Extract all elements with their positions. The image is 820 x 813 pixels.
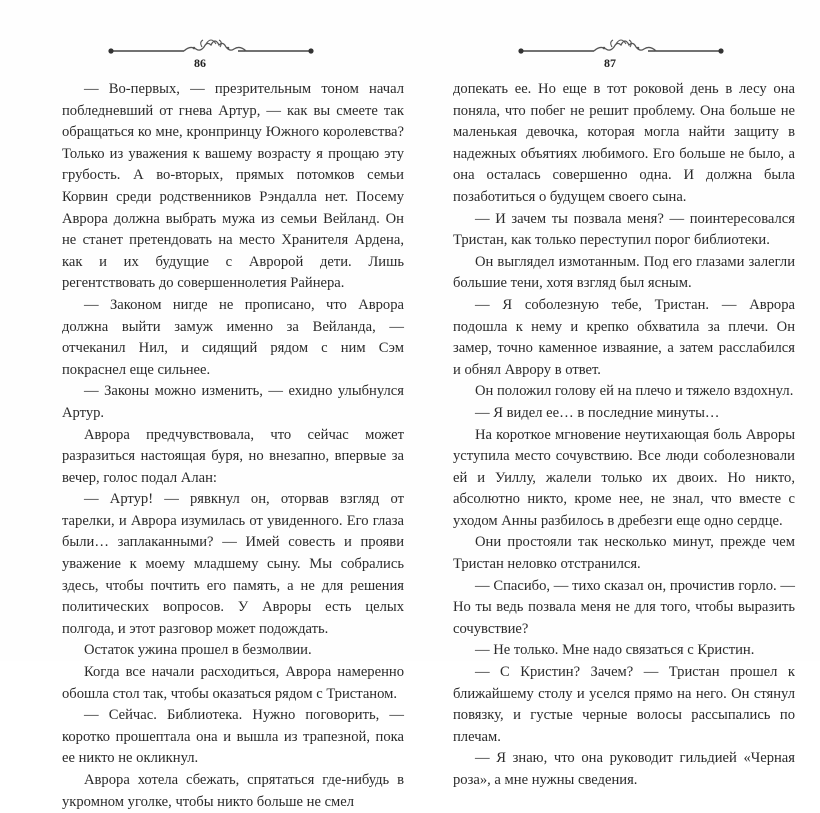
paragraph: — Не только. Мне надо связаться с Кристин. xyxy=(475,642,755,659)
paragraph: Остаток ужина прошел в безмолвии. xyxy=(84,642,312,659)
page-number: 86 xyxy=(194,56,206,70)
running-header xyxy=(0,34,410,84)
paragraph: Он положил голову ей на плечо и тяжело вздохнул. xyxy=(475,383,794,400)
paragraph: — Во-первых, — презрительным тоном начал побледневший от гнева Артур, — как вы смеете так обращаться ко мне, кронпринцу Южного королевства? Только из уважения к вашему возрасту я прощаю эту грубость. А во-вторых, прямых потомков семьи Корвин среди родственников Рэндалла нет. Посему Аврора должна выбрать мужа из семьи Вейланд. Он не станет претендовать на место Хранителя Ардена, как и их будущие с Авророй дети. Лишь регентствовать до совершеннолетия Райнера. xyxy=(62,81,404,292)
paragraph: Аврора предчувствовала, что сейчас может разразиться настоящая буря, но внезапно, впервые за вечер, голос подал Алан: xyxy=(62,426,404,486)
paragraph: — Спасибо, — тихо сказал он, прочистив горло. — Но ты ведь позвала меня не для того, чтобы выразить сочувствие? xyxy=(453,577,795,637)
paragraph: — Сейчас. Библиотека. Нужно поговорить, — коротко прошептала она и вышла из трапезной, пока ее никто не окликнул. xyxy=(62,707,404,767)
paragraph: Он выглядел измотанным. Под его глазами залегли большие тени, хотя взгляд был ясным. xyxy=(453,253,795,292)
paragraph: — И зачем ты позвала меня? — поинтересовался Тристан, как только переступил порог библиотеки. xyxy=(453,210,795,249)
paragraph: Когда все начали расходиться, Аврора намеренно обошла стол так, чтобы оказаться рядом с Тристаном. xyxy=(62,664,404,702)
paragraph: — Законом нигде не прописано, что Аврора должна выйти замуж именно за Вейланда, — отчеканил Нил, и сидящий рядом с ним Сэм покраснел еще сильнее. xyxy=(62,296,404,378)
paragraph-continuation: допекать ее. Но еще в тот роковой день в лесу она поняла, что побег не решит проблему. Она больше не маленькая девочка, которая могла найти защиту в надежных объятиях любимого. Его больше не было, а она осталась совершенно одна. И должна была позаботиться о будущем своего сына. xyxy=(453,81,795,205)
page-number: 87 xyxy=(604,56,616,70)
paragraph: — С Кристин? Зачем? — Тристан прошел к ближайшему столу и уселся прямо на него. Он стянул повязку, и густые черные волосы рассыпались по плечам. xyxy=(453,664,795,745)
body-text xyxy=(453,79,795,792)
left-page xyxy=(0,0,410,810)
running-header xyxy=(410,34,820,84)
body-text xyxy=(62,79,404,813)
paragraph: — Я соболезную тебе, Тристан. — Аврора подошла к нему и крепко обхватила за плечи. Он замер, точно каменное изваяние, а затем расслабился и обнял Аврору в ответ. xyxy=(453,296,795,378)
paragraph: — Я знаю, что она руководит гильдией «Черная роза», а мне нужны сведения. xyxy=(453,750,795,788)
right-page xyxy=(410,0,820,788)
paragraph: — Я видел ее… в последние минуты… xyxy=(475,404,720,421)
paragraph: — Законы можно изменить, — ехидно улыбнулся Артур. xyxy=(62,383,404,421)
paragraph: На короткое мгновение неутихающая боль Авроры уступила место сочувствию. Все люди соболезновали ей и Уиллу, жалели только их двоих. Но никто, абсолютно никто, кроме нее, не знал, что вместе с уходом Анны разбилось в дребезги еще одно сердце. xyxy=(453,426,795,529)
paragraph: — Артур! — рявкнул он, оторвав взгляд от тарелки, и Аврора изумилась от увиденного. Его глаза были… заплаканными? — Имей совесть и прояви уважение к моему младшему сыну. Мы собрались здесь, чтобы почтить его память, а не для решения политических вопросов. У Авроры есть целых полгода, и этот разговор может подождать. xyxy=(62,491,404,637)
paragraph: Они простояли так несколько минут, прежде чем Тристан неловко отстранился. xyxy=(453,534,795,573)
paragraph: Аврора хотела сбежать, спрятаться где-нибудь в укромном уголке, чтобы никто больше не смел xyxy=(62,772,404,810)
